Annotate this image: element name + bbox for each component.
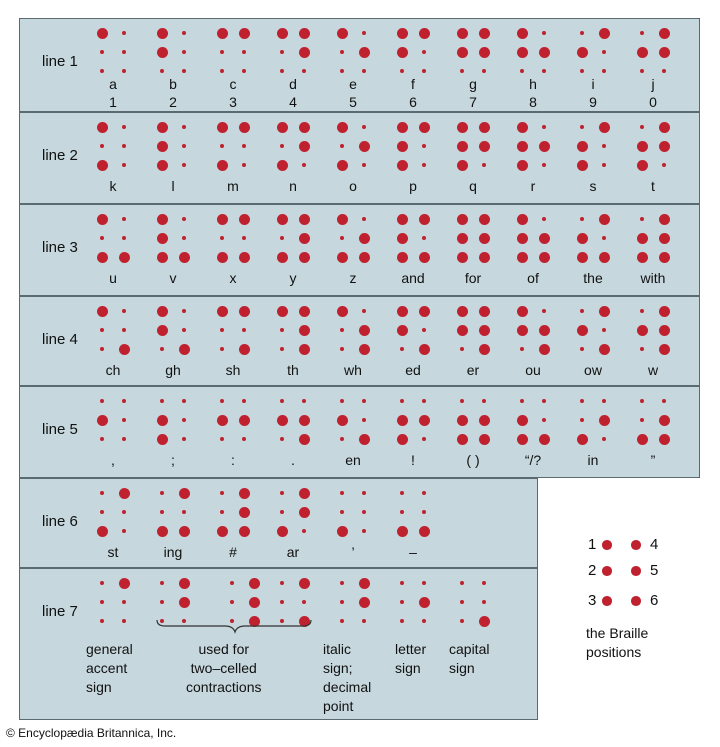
key-dot: [631, 596, 641, 606]
braille-cell-dot-raised: [479, 306, 490, 317]
braille-cell-dot-raised: [599, 306, 610, 317]
note-line: sign: [86, 679, 112, 695]
braille-cell-dot-raised: [479, 141, 490, 152]
cell-label: wh: [344, 362, 362, 378]
cell-label: 2: [169, 94, 177, 110]
braille-cell-dot-raised: [299, 488, 310, 499]
cell-label: #: [229, 544, 237, 560]
braille-cell-dot-raised: [337, 306, 348, 317]
braille-cell-dot-raised: [599, 415, 610, 426]
cell-label: .: [291, 452, 295, 468]
braille-cell-dot-raised: [457, 252, 468, 263]
key-caption: positions: [586, 644, 642, 660]
cell-label: r: [530, 178, 536, 194]
cell-label: h: [529, 76, 537, 92]
row-label: line 7: [42, 603, 78, 620]
braille-cell-dot-raised: [337, 160, 348, 171]
braille-cell-dot-raised: [517, 122, 528, 133]
cell-label: :: [231, 452, 235, 468]
cell-label: 3: [229, 94, 237, 110]
braille-cell-dot-raised: [97, 160, 108, 171]
braille-cell-dot-raised: [397, 214, 408, 225]
cell-label: 0: [649, 94, 657, 110]
braille-cell-dot-raised: [277, 214, 288, 225]
braille-cell-dot-raised: [517, 160, 528, 171]
braille-cell-dot-raised: [577, 252, 588, 263]
row-label: line 4: [42, 331, 78, 348]
braille-cell-dot-raised: [577, 47, 588, 58]
row-label: line 6: [42, 513, 78, 530]
key-dot: [602, 566, 612, 576]
braille-cell-dot-raised: [239, 28, 250, 39]
key-position-number: 4: [650, 536, 659, 553]
braille-cell-dot-raised: [637, 434, 648, 445]
braille-cell-dot-raised: [577, 160, 588, 171]
braille-cell-dot-raised: [359, 325, 370, 336]
braille-cell-dot-raised: [419, 214, 430, 225]
braille-cell-dot-raised: [157, 214, 168, 225]
braille-cell-dot-raised: [419, 344, 430, 355]
braille-cell-dot-raised: [97, 306, 108, 317]
cell-label: p: [409, 178, 417, 194]
braille-cell-dot-raised: [239, 526, 250, 537]
braille-cell-dot-raised: [577, 434, 588, 445]
key-position-number: 6: [650, 592, 659, 609]
braille-cell-dot-raised: [277, 160, 288, 171]
braille-cell-dot-raised: [659, 434, 670, 445]
braille-cell-dot-raised: [659, 122, 670, 133]
cell-label: i: [591, 76, 595, 92]
braille-cell-dot-raised: [419, 28, 430, 39]
braille-cell-dot-raised: [479, 122, 490, 133]
note-line: decimal: [323, 679, 372, 695]
braille-cell-dot-raised: [517, 28, 528, 39]
braille-cell-dot-raised: [299, 344, 310, 355]
braille-cell-dot-raised: [479, 616, 490, 627]
braille-cell-dot-raised: [299, 141, 310, 152]
braille-cell-dot-raised: [239, 214, 250, 225]
cell-label: of: [527, 270, 539, 286]
note-line: point: [323, 698, 354, 714]
braille-cell-dot-raised: [217, 28, 228, 39]
braille-cell-dot-raised: [217, 122, 228, 133]
cell-label: n: [289, 178, 297, 194]
braille-cell-dot-raised: [659, 141, 670, 152]
braille-cell-dot-raised: [179, 578, 190, 589]
cell-label: q: [469, 178, 477, 194]
cell-label: ow: [584, 362, 602, 378]
braille-cell-dot-raised: [97, 526, 108, 537]
braille-cell-dot-raised: [239, 344, 250, 355]
cell-label: ”: [650, 452, 656, 468]
braille-cell-dot-raised: [397, 122, 408, 133]
braille-cell-dot-raised: [457, 434, 468, 445]
key-dot: [631, 540, 641, 550]
cell-label: 6: [409, 94, 417, 110]
braille-cell-dot-raised: [457, 415, 468, 426]
braille-cell-dot-raised: [457, 28, 468, 39]
cell-label: m: [227, 178, 239, 194]
braille-cell-dot-raised: [97, 28, 108, 39]
braille-cell-dot-raised: [179, 252, 190, 263]
braille-cell-dot-raised: [179, 344, 190, 355]
note-line: letter: [395, 641, 427, 657]
braille-cell-dot-raised: [397, 233, 408, 244]
braille-cell-dot-raised: [239, 488, 250, 499]
braille-cell-dot-raised: [157, 122, 168, 133]
key-dot: [602, 596, 612, 606]
braille-cell-dot-raised: [479, 434, 490, 445]
cell-label: ar: [286, 544, 300, 560]
braille-cell-dot-raised: [119, 344, 130, 355]
braille-cell-dot-raised: [217, 306, 228, 317]
braille-cell-dot-raised: [299, 507, 310, 518]
braille-cell-dot-raised: [659, 325, 670, 336]
braille-cell-dot-raised: [397, 306, 408, 317]
braille-cell-dot-raised: [419, 122, 430, 133]
key-dot: [602, 540, 612, 550]
cell-label: x: [229, 270, 237, 286]
braille-cell-dot-raised: [599, 344, 610, 355]
braille-cell-dot-raised: [157, 306, 168, 317]
braille-cell-dot-raised: [599, 252, 610, 263]
cell-label: sh: [225, 362, 241, 378]
cell-label: l: [171, 178, 175, 194]
cell-label: z: [349, 270, 357, 286]
braille-cell-dot-raised: [479, 47, 490, 58]
braille-cell-dot-raised: [299, 47, 310, 58]
braille-cell-dot-raised: [277, 526, 288, 537]
note-line: sign: [449, 660, 475, 676]
braille-cell-dot-raised: [397, 434, 408, 445]
braille-cell-dot-raised: [359, 141, 370, 152]
cell-label: t: [651, 178, 655, 194]
cell-label: ’: [351, 544, 355, 560]
braille-cell-dot-raised: [517, 252, 528, 263]
braille-cell-dot-raised: [419, 526, 430, 537]
braille-cell-dot-raised: [637, 47, 648, 58]
braille-cell-dot-raised: [277, 306, 288, 317]
row-label: line 5: [42, 421, 78, 438]
line7-note: [449, 640, 489, 678]
cell-label: v: [169, 270, 177, 286]
cell-label: k: [109, 178, 117, 194]
braille-cell-dot-raised: [539, 434, 550, 445]
key-position-number: 2: [588, 562, 597, 579]
cell-label: ch: [105, 362, 121, 378]
braille-cell-dot-raised: [157, 526, 168, 537]
row-label: line 3: [42, 239, 78, 256]
cell-label: 4: [289, 94, 297, 110]
braille-cell-dot-raised: [659, 252, 670, 263]
cell-label: with: [640, 270, 666, 286]
cell-label: en: [345, 452, 361, 468]
braille-cell-dot-raised: [397, 325, 408, 336]
braille-cell-dot-raised: [337, 28, 348, 39]
braille-cell-dot-raised: [277, 28, 288, 39]
line7-note: [395, 640, 426, 678]
cell-label: !: [411, 452, 415, 468]
braille-cell-dot-raised: [97, 214, 108, 225]
cell-label: and: [401, 270, 425, 286]
braille-cell-dot-raised: [457, 160, 468, 171]
braille-cell-dot-raised: [539, 252, 550, 263]
braille-cell-dot-raised: [97, 122, 108, 133]
braille-cell-dot-raised: [397, 526, 408, 537]
braille-cell-dot-raised: [179, 488, 190, 499]
cell-label: w: [647, 362, 659, 378]
braille-cell-dot-raised: [577, 141, 588, 152]
braille-cell-dot-raised: [479, 214, 490, 225]
braille-cell-dot-raised: [217, 415, 228, 426]
braille-cell-dot-raised: [577, 233, 588, 244]
braille-cell-dot-raised: [517, 415, 528, 426]
braille-cell-dot-raised: [457, 141, 468, 152]
braille-cell-dot-raised: [419, 415, 430, 426]
braille-cell-dot-raised: [249, 578, 260, 589]
note-line: contractions: [186, 679, 262, 695]
braille-cell-dot-raised: [299, 214, 310, 225]
cell-label: in: [587, 452, 599, 468]
braille-cell-dot-raised: [277, 252, 288, 263]
braille-cell-dot-raised: [337, 526, 348, 537]
cell-label: c: [229, 76, 237, 92]
braille-cell-dot-raised: [157, 160, 168, 171]
braille-cell-dot-raised: [397, 415, 408, 426]
braille-cell-dot-raised: [359, 47, 370, 58]
cell-label: s: [589, 178, 597, 194]
braille-cell-dot-raised: [517, 233, 528, 244]
braille-cell-dot-raised: [239, 252, 250, 263]
braille-cell-dot-raised: [157, 252, 168, 263]
braille-cell-dot-raised: [479, 325, 490, 336]
braille-cell-dot-raised: [397, 28, 408, 39]
key-position-number: 3: [588, 592, 597, 609]
braille-cell-dot-raised: [157, 233, 168, 244]
cell-label: u: [109, 270, 117, 286]
braille-cell-dot-raised: [179, 526, 190, 537]
braille-cell-dot-raised: [539, 233, 550, 244]
braille-cell-dot-raised: [217, 526, 228, 537]
braille-cell-dot-raised: [539, 47, 550, 58]
cell-label: ;: [171, 452, 175, 468]
braille-cell-dot-raised: [299, 252, 310, 263]
braille-cell-dot-raised: [157, 141, 168, 152]
note-line: used for: [198, 641, 250, 657]
cell-label: e: [349, 76, 357, 92]
braille-cell-dot-raised: [119, 488, 130, 499]
braille-cell-dot-raised: [539, 344, 550, 355]
key-position-number: 1: [588, 536, 597, 553]
braille-cell-dot-raised: [517, 141, 528, 152]
braille-cell-dot-raised: [119, 578, 130, 589]
cell-label: 9: [589, 94, 597, 110]
cell-label: o: [349, 178, 357, 194]
braille-cell-dot-raised: [239, 507, 250, 518]
braille-cell-dot-raised: [299, 233, 310, 244]
cell-label: ( ): [466, 452, 480, 468]
braille-cell-dot-raised: [659, 415, 670, 426]
braille-cell-dot-raised: [599, 122, 610, 133]
braille-cell-dot-raised: [337, 252, 348, 263]
braille-cell-dot-raised: [277, 122, 288, 133]
braille-cell-dot-raised: [539, 325, 550, 336]
cell-label: y: [289, 270, 297, 286]
braille-cell-dot-raised: [419, 252, 430, 263]
braille-cell-dot-raised: [419, 597, 430, 608]
braille-cell-dot-raised: [637, 252, 648, 263]
braille-cell-dot-raised: [479, 252, 490, 263]
cell-label: –: [409, 544, 417, 560]
braille-cell-dot-raised: [517, 325, 528, 336]
braille-cell-dot-raised: [397, 47, 408, 58]
braille-cell-dot-raised: [517, 306, 528, 317]
braille-cell-dot-raised: [637, 325, 648, 336]
braille-cell-dot-raised: [97, 252, 108, 263]
note-line: general: [86, 641, 133, 657]
braille-cell-dot-raised: [479, 344, 490, 355]
braille-cell-dot-raised: [249, 597, 260, 608]
braille-cell-dot-raised: [217, 214, 228, 225]
key-position-number: 5: [650, 562, 659, 579]
braille-cell-dot-raised: [599, 28, 610, 39]
braille-cell-dot-raised: [659, 28, 670, 39]
cell-label: “/?: [524, 452, 542, 468]
cell-label: ing: [163, 544, 183, 560]
cell-label: st: [107, 544, 119, 560]
cell-label: j: [651, 76, 655, 92]
braille-cell-dot-raised: [277, 415, 288, 426]
row-label: line 2: [42, 147, 78, 164]
cell-label: er: [466, 362, 480, 378]
key-caption: the Braille: [586, 625, 649, 641]
braille-cell-dot-raised: [479, 28, 490, 39]
braille-cell-dot-raised: [457, 233, 468, 244]
cell-label: b: [169, 76, 177, 92]
note-line: capital: [449, 641, 490, 657]
braille-cell-dot-raised: [659, 233, 670, 244]
cell-label: 1: [109, 94, 117, 110]
braille-cell-dot-raised: [359, 233, 370, 244]
line7-note: [86, 640, 133, 697]
braille-cell-dot-raised: [239, 415, 250, 426]
braille-cell-dot-raised: [157, 415, 168, 426]
braille-cell-dot-raised: [659, 214, 670, 225]
cell-label: 5: [349, 94, 357, 110]
cell-label: for: [464, 270, 482, 286]
braille-cell-dot-raised: [359, 578, 370, 589]
braille-cell-dot-raised: [479, 233, 490, 244]
cell-label: the: [583, 270, 603, 286]
row-label: line 1: [42, 53, 78, 70]
braille-cell-dot-raised: [457, 306, 468, 317]
cell-label: 7: [469, 94, 477, 110]
braille-cell-dot-raised: [457, 122, 468, 133]
cell-label: gh: [165, 362, 181, 378]
cell-label: d: [289, 76, 297, 92]
braille-cell-dot-raised: [397, 160, 408, 171]
braille-cell-dot-raised: [157, 28, 168, 39]
braille-cell-dot-raised: [119, 252, 130, 263]
note-line: accent: [86, 660, 128, 676]
braille-cell-dot-raised: [337, 122, 348, 133]
braille-cell-dot-raised: [299, 415, 310, 426]
braille-cell-dot-raised: [397, 141, 408, 152]
braille-cell-dot-raised: [97, 415, 108, 426]
braille-cell-dot-raised: [217, 252, 228, 263]
braille-cell-dot-raised: [457, 47, 468, 58]
braille-cell-dot-raised: [239, 122, 250, 133]
braille-cell-dot-raised: [479, 415, 490, 426]
braille-cell-dot-raised: [239, 306, 250, 317]
braille-cell-dot-raised: [337, 214, 348, 225]
note-line: italic: [323, 641, 352, 657]
braille-cell-dot-raised: [299, 434, 310, 445]
braille-cell-dot-raised: [659, 306, 670, 317]
cell-label: th: [287, 362, 299, 378]
braille-cell-dot-raised: [359, 252, 370, 263]
line7-note: [323, 640, 371, 716]
braille-cell-dot-raised: [299, 306, 310, 317]
braille-cell-dot-raised: [517, 214, 528, 225]
braille-cell-dot-raised: [179, 597, 190, 608]
key-dot: [631, 566, 641, 576]
braille-cell-dot-raised: [457, 325, 468, 336]
note-line: sign;: [323, 660, 353, 676]
braille-cell-dot-raised: [359, 344, 370, 355]
braille-cell-dot-raised: [457, 214, 468, 225]
braille-cell-dot-raised: [599, 214, 610, 225]
cell-label: ed: [405, 362, 421, 378]
cell-label: ,: [111, 452, 115, 468]
cell-label: 8: [529, 94, 537, 110]
braille-cell-dot-raised: [637, 233, 648, 244]
braille-cell-dot-raised: [337, 415, 348, 426]
copyright-text: © Encyclopædia Britannica, Inc.: [6, 726, 177, 740]
note-line: two–celled: [190, 660, 257, 676]
braille-cell-dot-raised: [659, 344, 670, 355]
cell-label: a: [109, 76, 117, 92]
cell-label: f: [411, 76, 415, 92]
braille-cell-dot-raised: [157, 325, 168, 336]
line7-note: [186, 640, 261, 697]
braille-cell-dot-raised: [517, 434, 528, 445]
braille-cell-dot-raised: [659, 47, 670, 58]
braille-cell-dot-raised: [517, 47, 528, 58]
braille-cell-dot-raised: [419, 306, 430, 317]
braille-cell-dot-raised: [359, 434, 370, 445]
braille-cell-dot-raised: [299, 325, 310, 336]
braille-cell-dot-raised: [539, 141, 550, 152]
braille-cell-dot-raised: [299, 122, 310, 133]
braille-cell-dot-raised: [157, 434, 168, 445]
note-line: sign: [395, 660, 421, 676]
braille-cell-dot-raised: [157, 47, 168, 58]
braille-cell-dot-raised: [299, 28, 310, 39]
braille-cell-dot-raised: [637, 141, 648, 152]
braille-cell-dot-raised: [637, 160, 648, 171]
cell-label: g: [469, 76, 477, 92]
braille-cell-dot-raised: [217, 160, 228, 171]
braille-cell-dot-raised: [397, 252, 408, 263]
braille-cell-dot-raised: [299, 578, 310, 589]
braille-cell-dot-raised: [577, 325, 588, 336]
contractions-brace: [155, 618, 315, 638]
braille-cell-dot-raised: [359, 597, 370, 608]
cell-label: ou: [525, 362, 541, 378]
